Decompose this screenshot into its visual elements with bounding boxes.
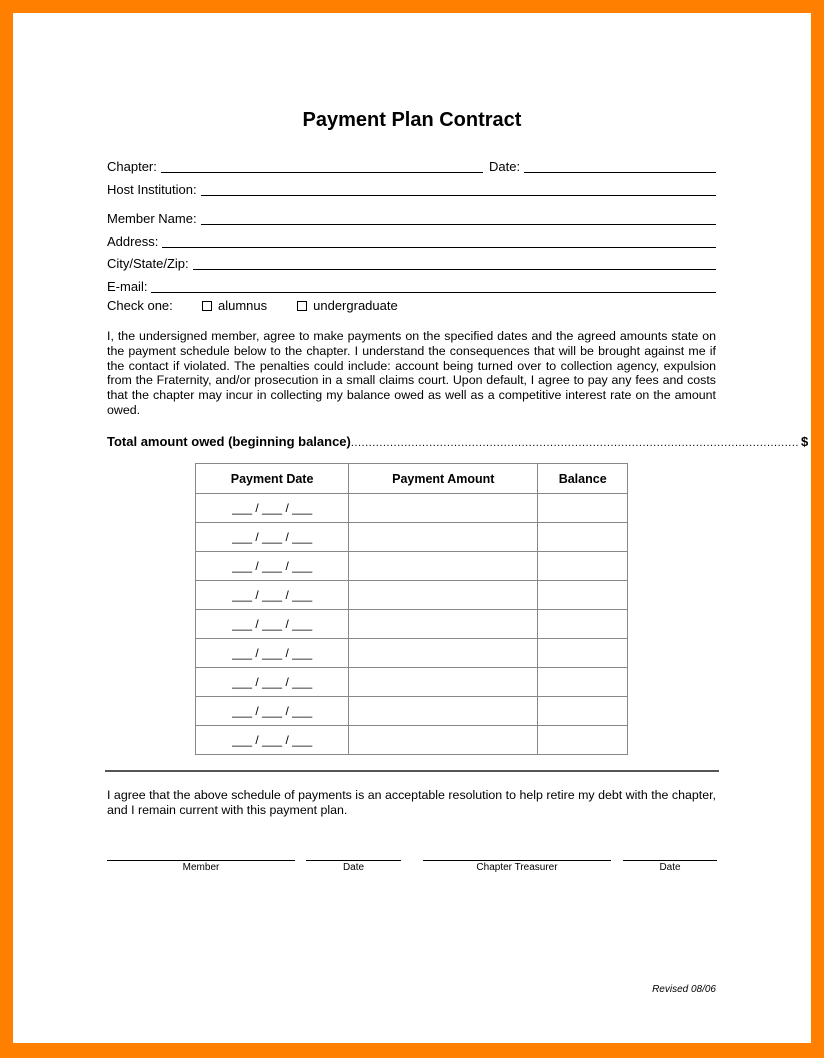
treasurer-date-label: Date [659, 862, 681, 873]
balance-cell[interactable] [538, 523, 628, 552]
undergraduate-checkbox[interactable] [297, 301, 307, 311]
check-one-group [107, 298, 398, 313]
payment-schedule-body [196, 494, 628, 755]
member-date-line[interactable] [306, 860, 401, 861]
member-signature-label: Member [182, 862, 220, 873]
check-one-label: Check one: [107, 298, 173, 313]
payment-date-cell[interactable]: ___ / ___ / ___ [196, 523, 349, 552]
balance-cell[interactable] [538, 581, 628, 610]
host-institution-label: Host Institution: [107, 182, 197, 197]
date-field[interactable] [489, 154, 716, 174]
undergraduate-label: undergraduate [313, 298, 398, 313]
email-field[interactable] [107, 274, 716, 294]
member-signature-line[interactable] [107, 860, 295, 861]
table-row [196, 494, 628, 523]
payment-date-cell[interactable]: ___ / ___ / ___ [196, 610, 349, 639]
email-label: E-mail: [107, 279, 148, 294]
table-row [196, 697, 628, 726]
table-row [196, 668, 628, 697]
address-label: Address: [107, 234, 159, 249]
treasurer-date-line[interactable] [623, 860, 717, 861]
payment-amount-cell[interactable] [349, 726, 538, 755]
payment-date-cell[interactable]: ___ / ___ / ___ [196, 552, 349, 581]
balance-cell[interactable] [538, 552, 628, 581]
payment-amount-cell[interactable] [349, 581, 538, 610]
payment-amount-cell[interactable] [349, 639, 538, 668]
payment-date-cell[interactable]: ___ / ___ / ___ [196, 639, 349, 668]
alumnus-checkbox[interactable] [202, 301, 212, 311]
section-divider [105, 770, 719, 772]
table-header-row [196, 464, 628, 494]
balance-cell[interactable] [538, 697, 628, 726]
member-name-label: Member Name: [107, 211, 197, 226]
member-name-input-line[interactable] [201, 224, 716, 225]
payment-amount-cell[interactable] [349, 668, 538, 697]
address-input-line[interactable] [162, 247, 716, 248]
contract-page [13, 13, 811, 1043]
payment-date-header: Payment Date [196, 464, 349, 494]
leader-dots: .............................................................................................................................. [350, 437, 799, 449]
chapter-field[interactable] [107, 154, 483, 174]
payment-amount-cell[interactable] [349, 697, 538, 726]
member-date-label: Date [342, 862, 365, 873]
city-state-zip-input-line[interactable] [193, 269, 716, 270]
alumnus-label: alumnus [218, 298, 268, 313]
member-name-field[interactable] [107, 206, 716, 226]
payment-amount-cell[interactable] [349, 610, 538, 639]
table-row [196, 581, 628, 610]
total-amount-label: Total amount owed (beginning balance) [107, 434, 351, 449]
host-institution-field[interactable] [107, 177, 716, 197]
revised-note: Revised 08/06 [652, 984, 716, 995]
city-state-zip-field[interactable] [107, 251, 716, 271]
currency-symbol: $ [800, 434, 809, 449]
table-row [196, 523, 628, 552]
chapter-label: Chapter: [107, 159, 157, 174]
table-row [196, 726, 628, 755]
balance-cell[interactable] [538, 610, 628, 639]
host-institution-input-line[interactable] [201, 195, 716, 196]
chapter-input-line[interactable] [161, 172, 483, 173]
payment-amount-cell[interactable] [349, 494, 538, 523]
payment-date-cell[interactable]: ___ / ___ / ___ [196, 494, 349, 523]
date-input-line[interactable] [524, 172, 716, 173]
total-amount-row [107, 434, 809, 449]
payment-amount-cell[interactable] [349, 552, 538, 581]
balance-header: Balance [538, 464, 628, 494]
table-row [196, 552, 628, 581]
payment-date-cell[interactable]: ___ / ___ / ___ [196, 668, 349, 697]
balance-cell[interactable] [538, 668, 628, 697]
balance-cell[interactable] [538, 726, 628, 755]
balance-cell[interactable] [538, 639, 628, 668]
table-row [196, 610, 628, 639]
payment-schedule-table [195, 463, 628, 755]
closing-paragraph: I agree that the above schedule of payments is an acceptable resolution to help retire my debt with the chapter, and I remain current with this payment plan. [107, 788, 716, 817]
agreement-paragraph: I, the undersigned member, agree to make payments on the specified dates and the agreed amounts state on the payment schedule below to the chapter. I understand the consequences that will be brought against me if the contact if violated. The penalties could include: account being turned over to collection agency, expulsion from the Fraternity, and/or prosecution in a small claims court. Upon default, I agree to pay any fees and costs that the chapter may incur in collecting my balance owed as well as a competitive interest rate on the amount owed. [107, 329, 716, 417]
address-field[interactable] [107, 229, 716, 249]
payment-amount-header: Payment Amount [349, 464, 538, 494]
city-state-zip-label: City/State/Zip: [107, 256, 189, 271]
payment-amount-cell[interactable] [349, 523, 538, 552]
payment-date-cell[interactable]: ___ / ___ / ___ [196, 726, 349, 755]
email-input-line[interactable] [151, 292, 716, 293]
table-row [196, 639, 628, 668]
balance-cell[interactable] [538, 494, 628, 523]
payment-date-cell[interactable]: ___ / ___ / ___ [196, 697, 349, 726]
page-title: Payment Plan Contract [302, 109, 522, 131]
treasurer-signature-label: Chapter Treasurer [476, 862, 558, 873]
treasurer-signature-line[interactable] [423, 860, 611, 861]
payment-date-cell[interactable]: ___ / ___ / ___ [196, 581, 349, 610]
date-label: Date: [489, 159, 521, 174]
